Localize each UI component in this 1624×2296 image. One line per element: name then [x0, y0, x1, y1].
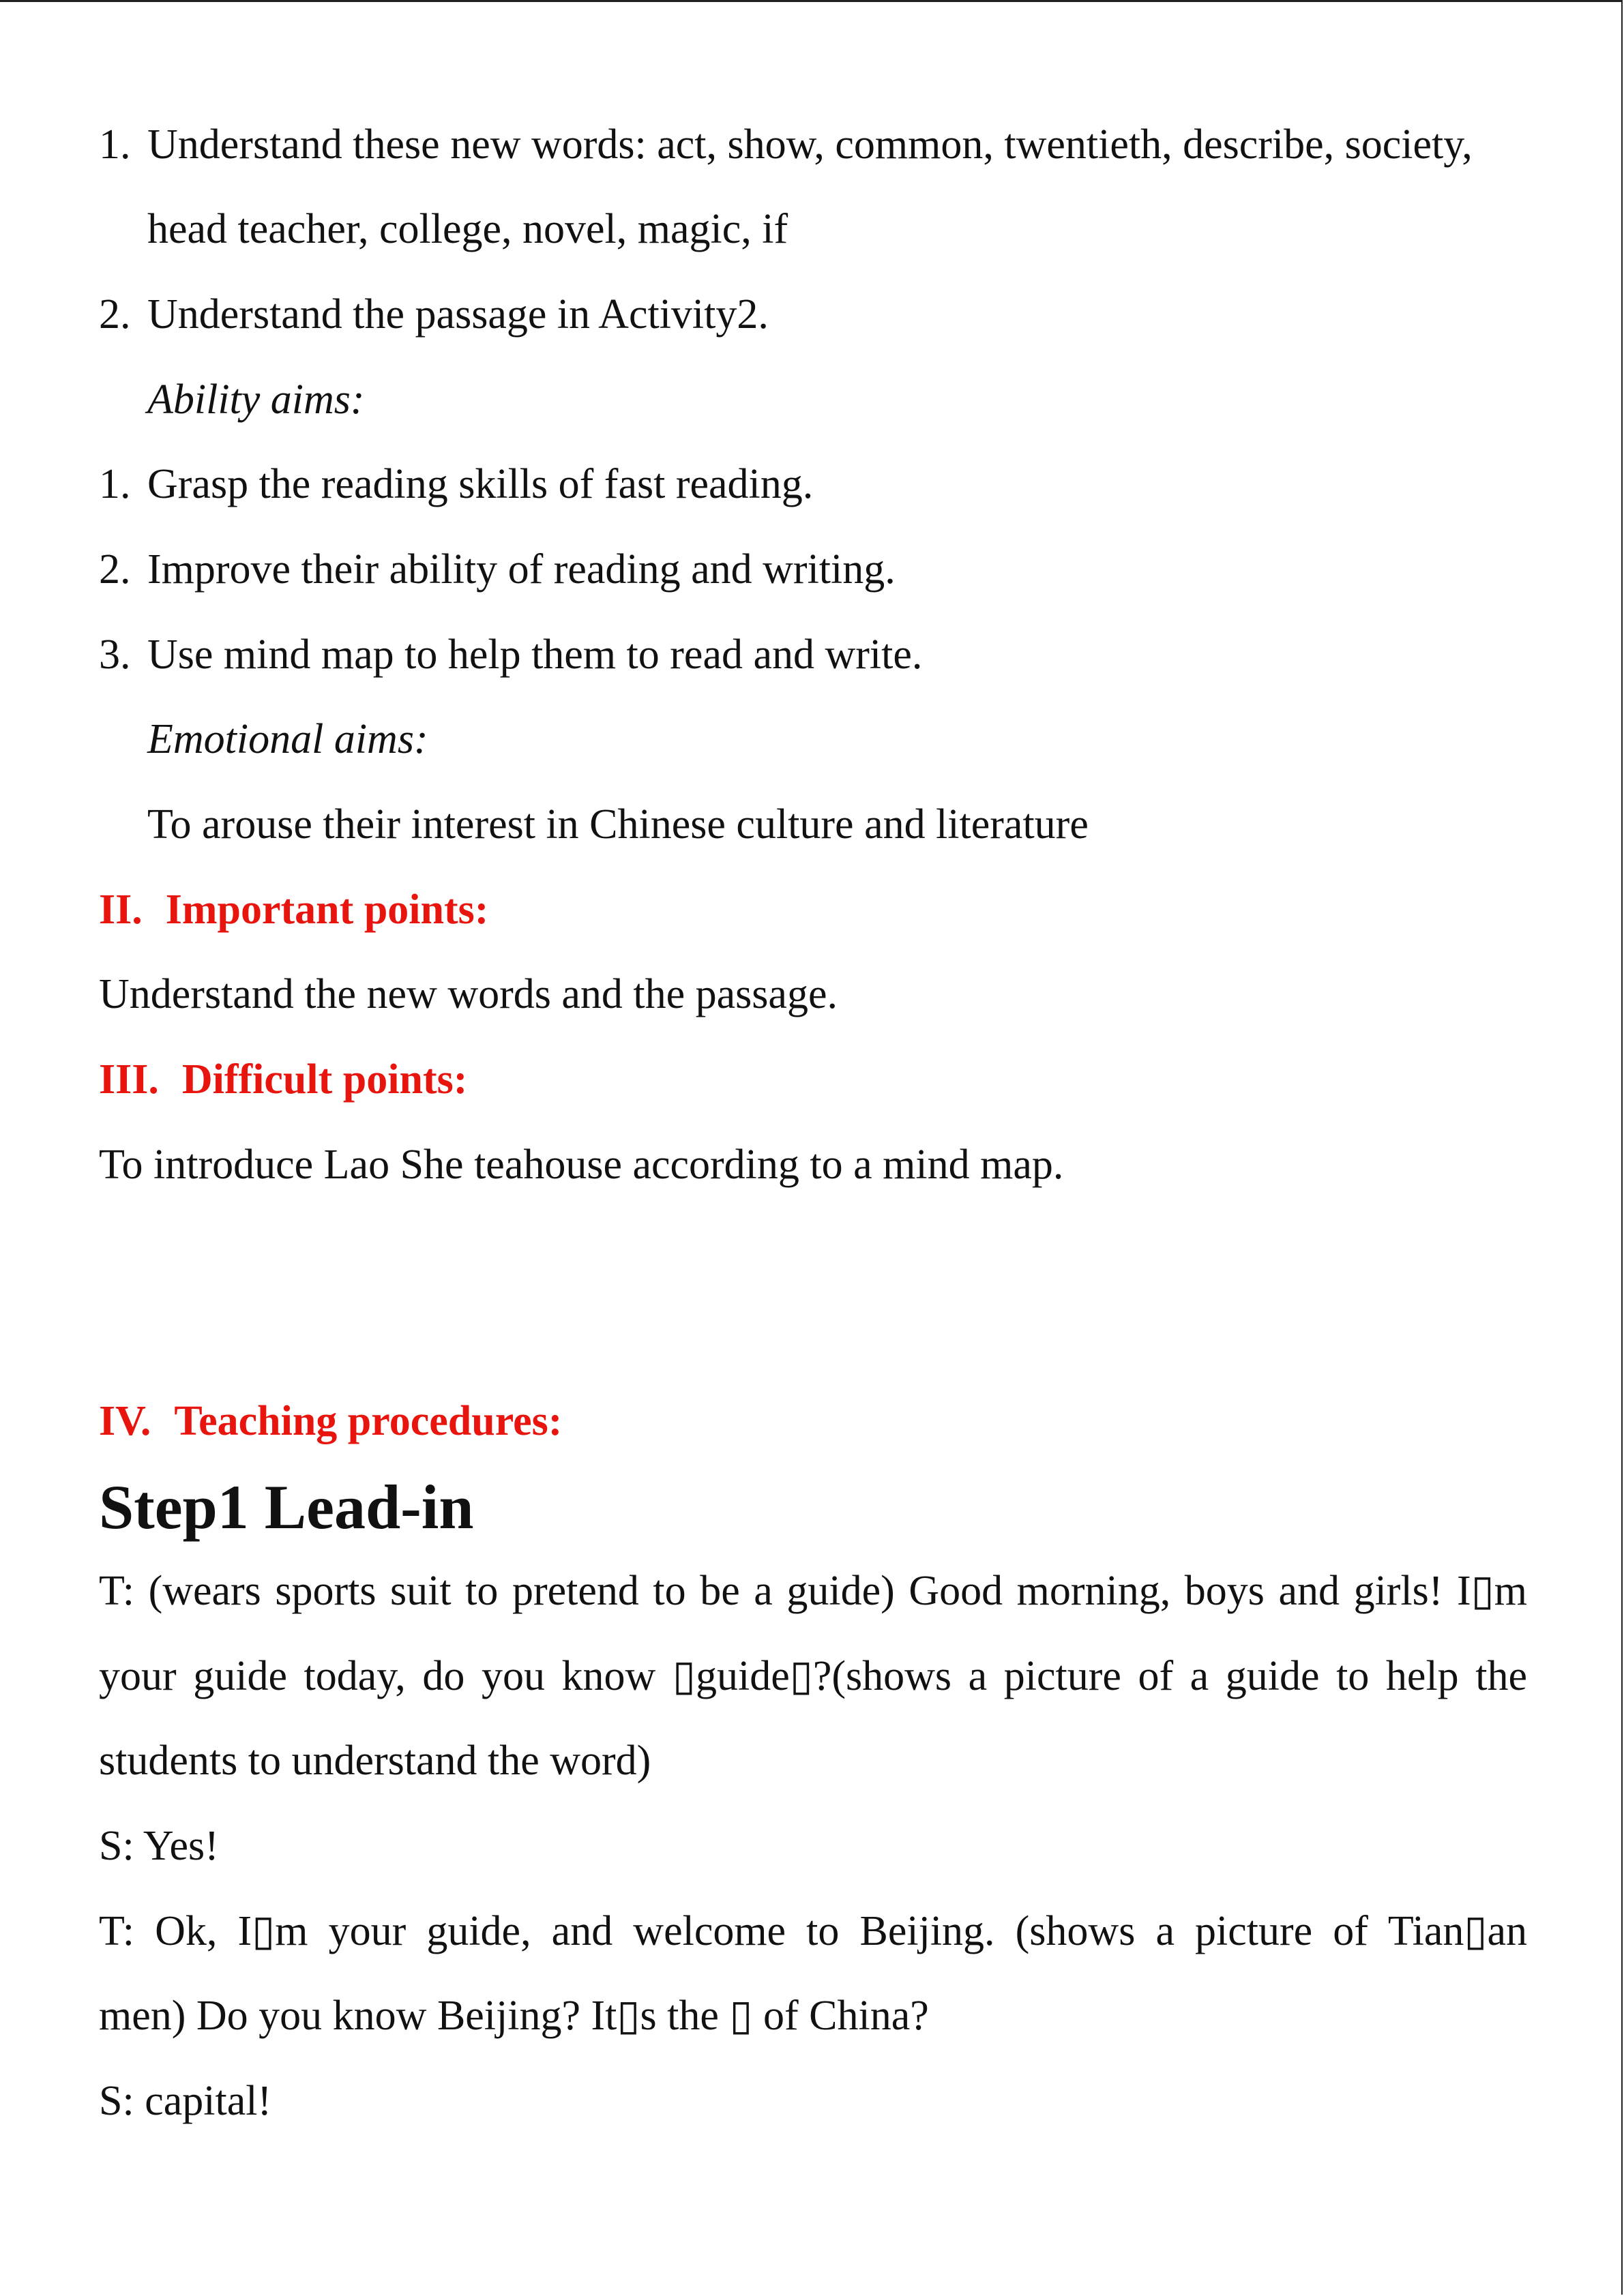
important-points-heading	[99, 884, 488, 935]
list-text: Understand these new words: act, show, common, twentieth, describe, society,	[147, 121, 1473, 168]
list-text: Use mind map to help them to read and write.	[147, 631, 923, 678]
heading-number: IV.	[99, 1398, 151, 1444]
heading-number: III.	[99, 1056, 159, 1103]
knowledge-item-2	[99, 289, 769, 340]
dialog-line-5: T: Ok, I▯m your guide, and welcome to Beijing. (shows a picture of Tian▯an	[99, 1908, 1527, 1954]
knowledge-item-1-line-2: head teacher, college, novel, magic, if	[147, 206, 788, 252]
ability-aims-title: Ability aims:	[147, 376, 365, 423]
difficult-points-heading	[99, 1054, 467, 1105]
list-number: 3.	[99, 631, 131, 678]
teaching-procedures-heading	[99, 1396, 562, 1446]
dialog-line-2: your guide today, do you know ▯guide▯?(shows a picture of a guide to help the	[99, 1653, 1527, 1699]
ability-item-3	[99, 629, 922, 680]
emotional-aims-text: To arouse their interest in Chinese culture and literature	[147, 801, 1089, 848]
heading-title: Difficult points:	[181, 1056, 468, 1103]
list-text: Grasp the reading skills of fast reading.	[147, 461, 814, 507]
knowledge-item-1-line-1	[99, 119, 1473, 170]
heading-number: II.	[99, 886, 143, 933]
list-number: 2.	[99, 546, 131, 593]
dialog-line-3: students to understand the word)	[99, 1738, 651, 1784]
list-number: 1.	[99, 461, 131, 507]
dialog-line-6: men) Do you know Beijing? It▯s the ▯ of China?	[99, 1993, 929, 2039]
difficult-points-text: To introduce Lao She teahouse according to a mind map.	[99, 1142, 1064, 1188]
list-number: 1.	[99, 121, 131, 168]
dialog-line-7: S: capital!	[99, 2078, 272, 2124]
list-text: Understand the passage in Activity2.	[147, 291, 769, 338]
dialog-line-4: S: Yes!	[99, 1823, 219, 1869]
list-text: Improve their ability of reading and writing.	[147, 546, 896, 593]
dialog-line-1: T: (wears sports suit to pretend to be a guide) Good morning, boys and girls! I▯m	[99, 1568, 1527, 1614]
ability-item-1	[99, 459, 813, 509]
heading-title: Important points:	[165, 886, 489, 933]
heading-title: Teaching procedures:	[174, 1398, 563, 1444]
list-number: 2.	[99, 291, 131, 338]
emotional-aims-title: Emotional aims:	[147, 716, 428, 762]
important-points-text: Understand the new words and the passage.	[99, 971, 838, 1017]
ability-item-2	[99, 544, 896, 595]
step1-title: Step1 Lead-in	[99, 1472, 474, 1542]
